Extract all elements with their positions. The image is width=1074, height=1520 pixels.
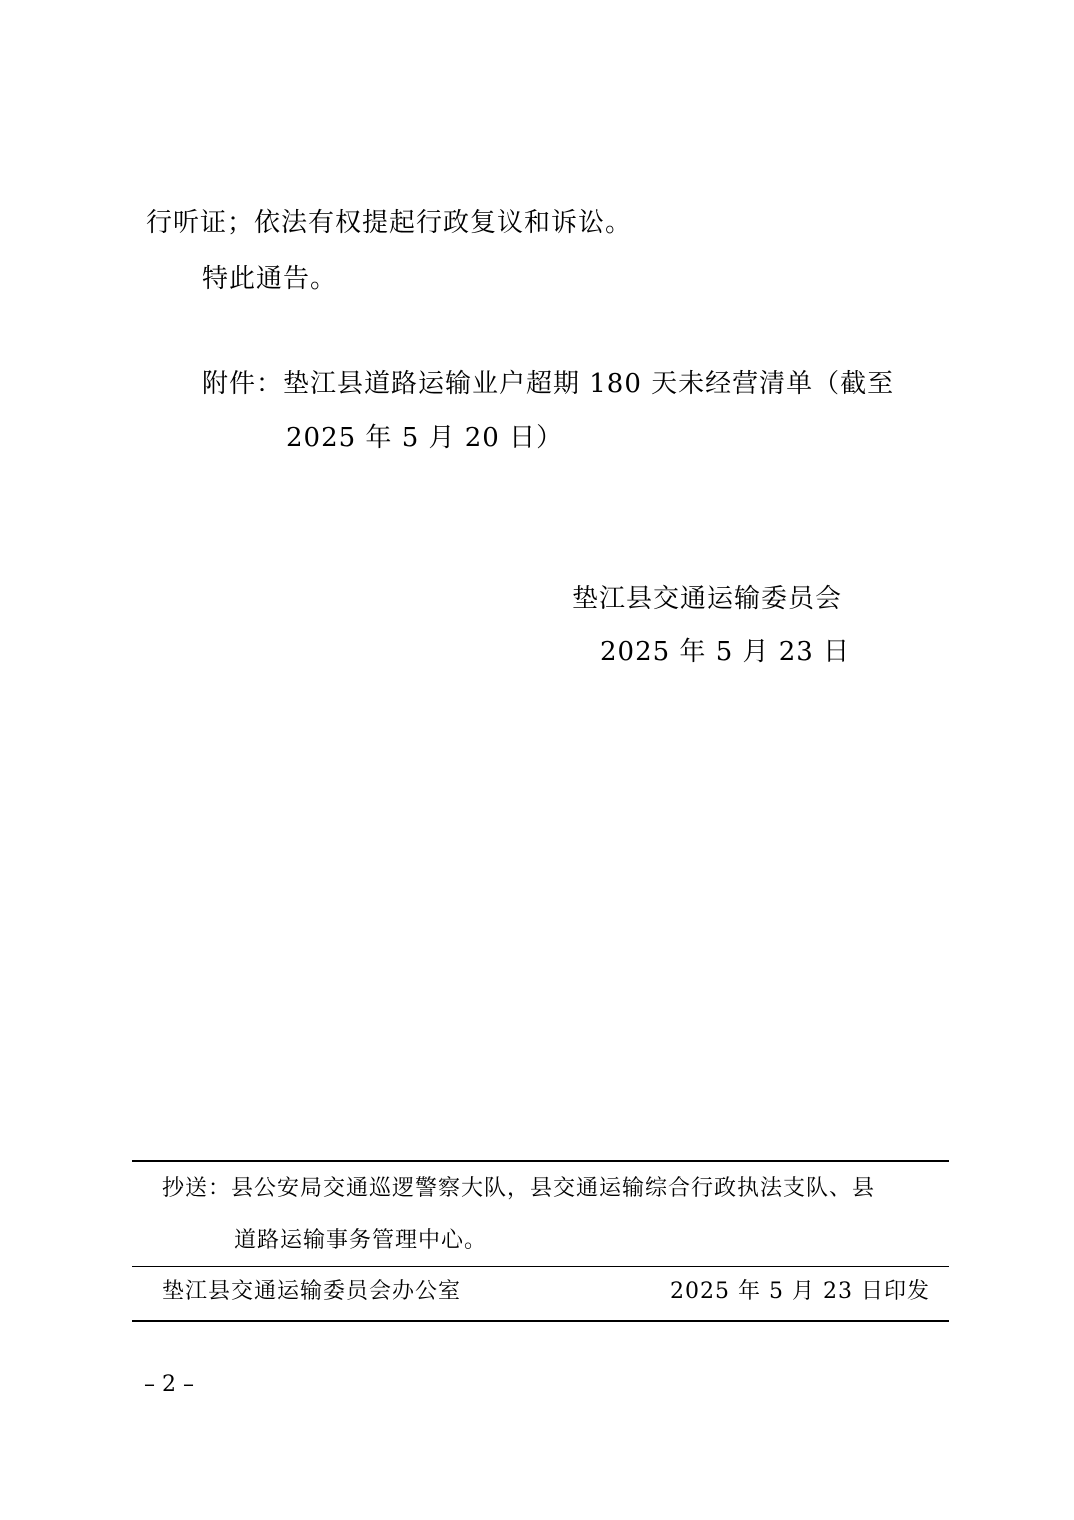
cc-line-2: 道路运输事务管理中心。 bbox=[234, 1228, 488, 1253]
signature-organization: 垫江县交通运输委员会 bbox=[572, 584, 843, 614]
issuing-office: 垫江县交通运输委员会办公室 bbox=[162, 1279, 462, 1304]
attachment-line-2: 2025 年 5 月 20 日） bbox=[286, 423, 564, 453]
signature-date: 2025 年 5 月 23 日 bbox=[600, 637, 851, 667]
closing-statement: 特此通告。 bbox=[202, 264, 338, 294]
footer-bottom-rule bbox=[132, 1320, 949, 1322]
page-number: – 2 – bbox=[144, 1372, 194, 1397]
footer-middle-rule bbox=[132, 1266, 949, 1267]
cc-line-1: 抄送：县公安局交通巡逻警察大队，县交通运输综合行政执法支队、县 bbox=[162, 1176, 876, 1201]
attachment-line-1: 附件：垫江县道路运输业户超期 180 天未经营清单（截至 bbox=[202, 369, 895, 399]
body-text-continuation: 行听证；依法有权提起行政复议和诉讼。 bbox=[146, 208, 633, 238]
footer-top-rule bbox=[132, 1160, 949, 1162]
issue-date: 2025 年 5 月 23 日印发 bbox=[670, 1279, 930, 1304]
